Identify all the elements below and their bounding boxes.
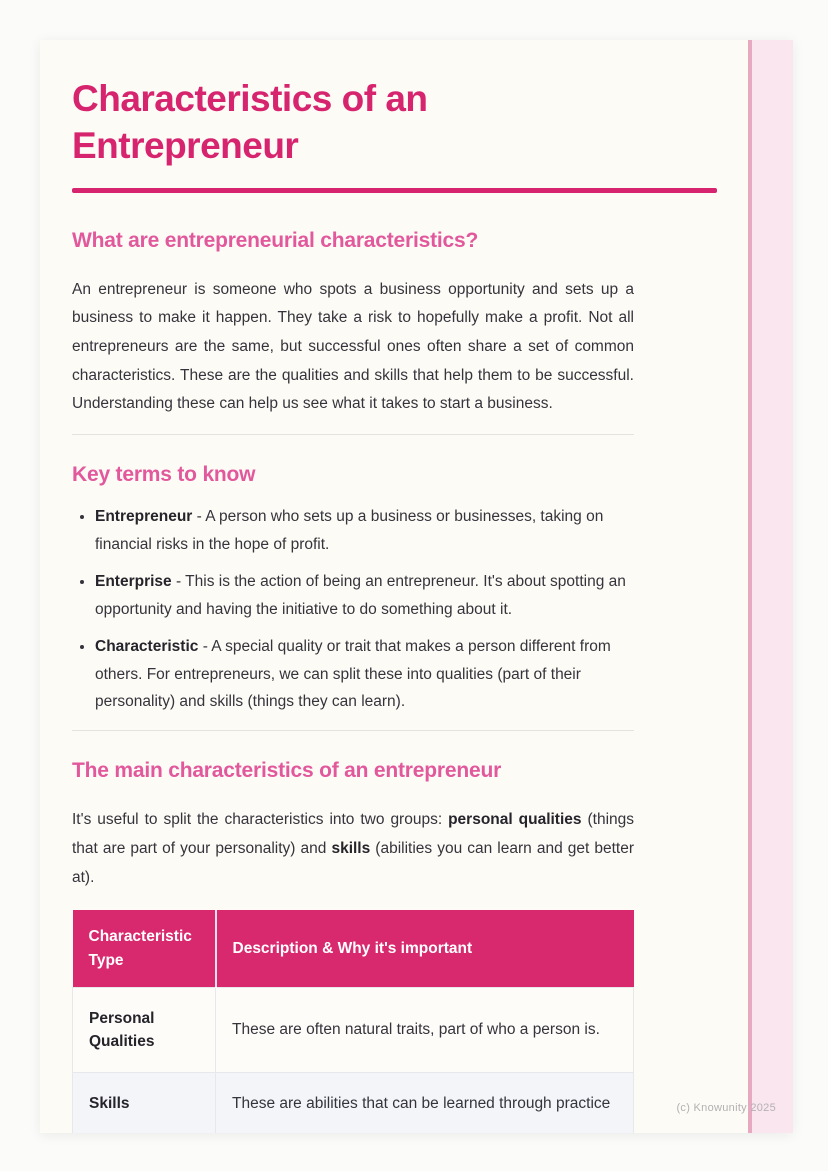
key-terms-list — [72, 503, 634, 716]
section-heading-key-terms: Key terms to know — [72, 463, 256, 487]
table-header-characteristic-type: Characteristic Type — [73, 910, 216, 987]
characteristic-type-cell: Personal Qualities — [73, 987, 216, 1073]
table-header-description: Description & Why it's important — [216, 910, 634, 987]
term-description: - A special quality or trait that makes a person different from others. For entrepreneurs, we can split these into qualities (part of their personality) and skills (things they can learn). — [95, 637, 611, 711]
copyright-watermark: (c) Knowunity 2025 — [676, 1102, 776, 1114]
characteristics-table — [72, 910, 634, 1133]
description-cell: These are often natural traits, part of who a person is. — [216, 987, 634, 1073]
term-label: Enterprise — [95, 572, 172, 590]
section-heading-what-are: What are entrepreneurial characteristics? — [72, 228, 479, 252]
list-item — [95, 503, 634, 559]
table-row — [73, 1073, 634, 1133]
paragraph-bold-segment: skills — [331, 839, 371, 857]
page-side-stripe — [748, 40, 793, 1133]
term-label: Entrepreneur — [95, 508, 193, 526]
term-label: Characteristic — [95, 637, 199, 655]
description-cell: These are abilities that can be learned through practice — [216, 1073, 634, 1133]
paragraph-bold-segment: personal qualities — [448, 811, 582, 829]
paragraph-segment: (things that are part of your personality) and — [72, 811, 634, 857]
list-item — [95, 633, 634, 717]
document-page — [40, 40, 793, 1133]
main-section-paragraph — [72, 806, 634, 892]
paragraph-segment: It's useful to split the characteristics into two groups: — [72, 811, 449, 829]
title-underline-rule — [72, 188, 717, 193]
section-heading-main-characteristics: The main characteristics of an entrepreneur — [72, 759, 502, 783]
term-description: - This is the action of being an entrepreneur. It's about spotting an opportunity and having the initiative to do something about it. — [95, 572, 626, 618]
section-divider — [72, 730, 634, 731]
paragraph-segment: (abilities you can learn and get better at). — [72, 839, 634, 886]
intro-paragraph: An entrepreneur is someone who spots a business opportunity and sets up a business to make it happen. They take a risk to hopefully make a profit. Not all entrepreneurs are the same, but successful ones often share a set of common characteristics. These are the qualities and skills that help them to be successful. Understanding these can help us see what it takes to start a business. — [72, 280, 634, 413]
table-row — [73, 987, 634, 1073]
page-title: Characteristics of an Entrepreneur — [72, 78, 428, 167]
list-item — [95, 568, 634, 624]
table-header-row — [73, 910, 634, 987]
characteristic-type-cell: Skills — [73, 1073, 216, 1133]
section-divider — [72, 434, 634, 435]
term-description: - A person who sets up a business or businesses, taking on financial risks in the hope of profit. — [95, 508, 604, 553]
page-content — [72, 75, 634, 1133]
